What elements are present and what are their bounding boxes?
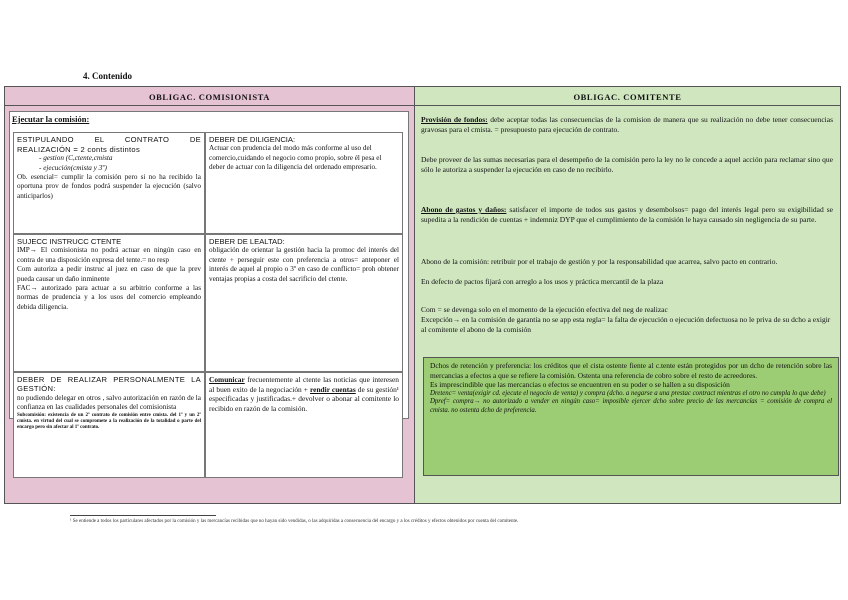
- lealtad-title: DEBER DE LEALTAD:: [209, 237, 285, 246]
- comunicar-lead: Comunicar: [209, 375, 245, 384]
- cell-realizar: [13, 372, 205, 478]
- retencion-paragraph: Dchos de retención y preferencia: los créditos que el cista ostente fiente al c.tente están protegidos por un dcho de retención sobre las mercancias a efectos a que se refiere la comisión. Ostenta una referencia de cobro sobre el resto de acreedores.: [430, 361, 832, 380]
- abono-gastos-body: satisfacer el importe de todos sus gastos y desembolsos= pago del interés legal pero su exigibilidad se supedita a la rendición de cuentas + indemniz DYP que el cumplimiento de la comisión le haya causado sin negligencia de su parte.: [421, 205, 833, 224]
- cell-comunicar: [205, 372, 403, 478]
- realizar-body: no pudiendo delegar en otros , salvo autorización en razón de la confianza en las cualidades personales del comisionista: [17, 393, 201, 412]
- cell-estipulando: [13, 132, 205, 234]
- lealtad-body: obligación de orientar la gestión hacia la promoc del interés del ctente + perseguir este con preferencia a otros= anteponer el interés de aquel al propio o 3º en caso de conflicto= proh obtener ventajas propias a costa del sacrificio del ctente.: [209, 246, 399, 283]
- comisionista-column: [5, 87, 415, 503]
- comitente-column: [415, 87, 840, 503]
- content-table: [4, 86, 841, 504]
- comunicar-body-2: de su gestión¹ especificadas y justificadas.+ devolver o abonar al comitente lo recibido en razón de la comisión.: [209, 384, 399, 413]
- cell-diligencia: [205, 132, 403, 234]
- cell-lealtad: [205, 234, 403, 372]
- section-heading: 4. Contenido: [83, 71, 133, 81]
- comunicar-body-1: frecuentemente al ctente las noticias que interesen al buen exito de la negociación +: [209, 375, 399, 394]
- ejecutar-title: Ejecutar la comisión:: [12, 114, 90, 124]
- abono-gastos-paragraph: [421, 205, 833, 224]
- estipulando-item-2: - ejecución(cmista y 3º): [39, 163, 107, 172]
- realizar-subcomision: Subcomisión: existencia de un 2º contrato de comisión entre cmista. del 1º y un 2º cmista. en virtud del cual se compromete a la realización de la totalidad o parte del encargo pero sin afectar al 1º contrato.: [17, 412, 201, 430]
- estipulando-body: Ob. esencial= cumplir la comisión pero si no ha recibido la oportuna prov de fondos podrá suspender la ejecución (salvo anticiparlos): [17, 173, 201, 200]
- excepcion-paragraph: Excepción→ en la comisión de garantía no se app esta regla= la falta de ejecución o ejecución defectuosa no le priva de su dcho a exigir al comitente el abono de la comisión: [421, 315, 831, 334]
- provision-lead: Provisión de fondos:: [421, 115, 488, 124]
- sujecc-body-2: Com autoriza a pedir instruc al juez en caso de que la prev pueda causar un daño inminente: [17, 265, 201, 283]
- sujecc-body-1: IMP→ El comisionista no podrá actuar en ningún caso en contra de una disposición expresa del tente.= no resp: [17, 246, 201, 264]
- sujecc-title: SUJECC INSTRUCC CTENTE: [17, 237, 122, 246]
- comisionista-header: OBLIGAC. COMISIONISTA: [5, 89, 414, 106]
- ejecutar-box: [9, 111, 409, 430]
- estipulando-title: ESTIPULANDO EL CONTRATO DE REALIZACIÓN = 2 conts distintos: [17, 135, 201, 154]
- cell-sujecc: [13, 234, 205, 372]
- sujecc-body-3: FAC→ autorizado para actuar a su arbitrio conforme a las normas de prudencia y a los usos del comercio empleando debida diligencia.: [17, 284, 201, 311]
- proveer-paragraph: Debe proveer de las sumas necesarias para el desempeño de la comisión pero la ley no le concede a aquel acción para reclamar sino que sólo le autoriza a suspender la ejecución en caso de no recibirlo.: [421, 155, 833, 174]
- abono-comision-paragraph: Abono de la comisión: retribuir por el trabajo de gestión y por la responsabilidad que acarrea, salvo pacto en contrario.: [421, 257, 778, 266]
- realizar-title: DEBER DE REALIZAR PERSONALMENTE LA GESTIÓN:: [17, 375, 201, 394]
- footnote-rule: [70, 515, 216, 516]
- retencion-box: [423, 357, 839, 476]
- abono-gastos-lead: Abono de gastos y daños:: [421, 205, 507, 214]
- rendir-cuentas: rendir cuentas: [310, 384, 356, 394]
- diligencia-body: Actuar con prudencia del modo más conforme al uso del comercio,cuidando el negocio como propio, sobre él pesa el deber de actuar con la diligencia del ordenado empresario.: [209, 144, 382, 172]
- provision-paragraph: [421, 115, 833, 134]
- footnote: ¹ Se entiende a todos los particulares afectados por la comisión y las mercancías recibidas que no hayan sido vendidas, o las adquiridas a consecuencia del encargo y a los créditos y efectos obtenidos por cuenta del comitente.: [70, 519, 519, 524]
- comitente-header: OBLIGAC. COMITENTE: [415, 89, 840, 106]
- dpref-paragraph: Dpref= compra→ no autorizado a vender en ningún caso= imposible ejercer dcho sobre precio de las mercancías = comisión de compra el cmista. no ostenta dcho de preferencia.: [430, 398, 832, 414]
- dretenc-paragraph: Dretenc= venta(exigir cd. ejecute el negocio de venta) y compra (dcho. a negarse a una prestac contract mientras el otro no cumpla lo que debe): [430, 389, 826, 397]
- defecto-pactos-paragraph: En defecto de pactos fijará con arreglo a los usos y práctica mercantil de la plaza: [421, 277, 664, 286]
- provision-body: debe aceptar todas las consecuencias de la comision de manera que su realización no debe tener consecuencias gravosas para el cmista. = presupuesto para ejecución de contrato.: [421, 115, 833, 134]
- diligencia-title: DEBER DE DILIGENCIA:: [209, 135, 296, 144]
- devengo-paragraph: Com = se devenga solo en el momento de la ejecución efectiva del neg de realizac: [421, 305, 668, 314]
- imprescindible-paragraph: Es imprescindible que las mercancias o efectos se encuentren en su poder o se hallen a su disposición: [430, 380, 730, 390]
- estipulando-item-1: - gestion (C,ctente,cmista: [39, 154, 113, 163]
